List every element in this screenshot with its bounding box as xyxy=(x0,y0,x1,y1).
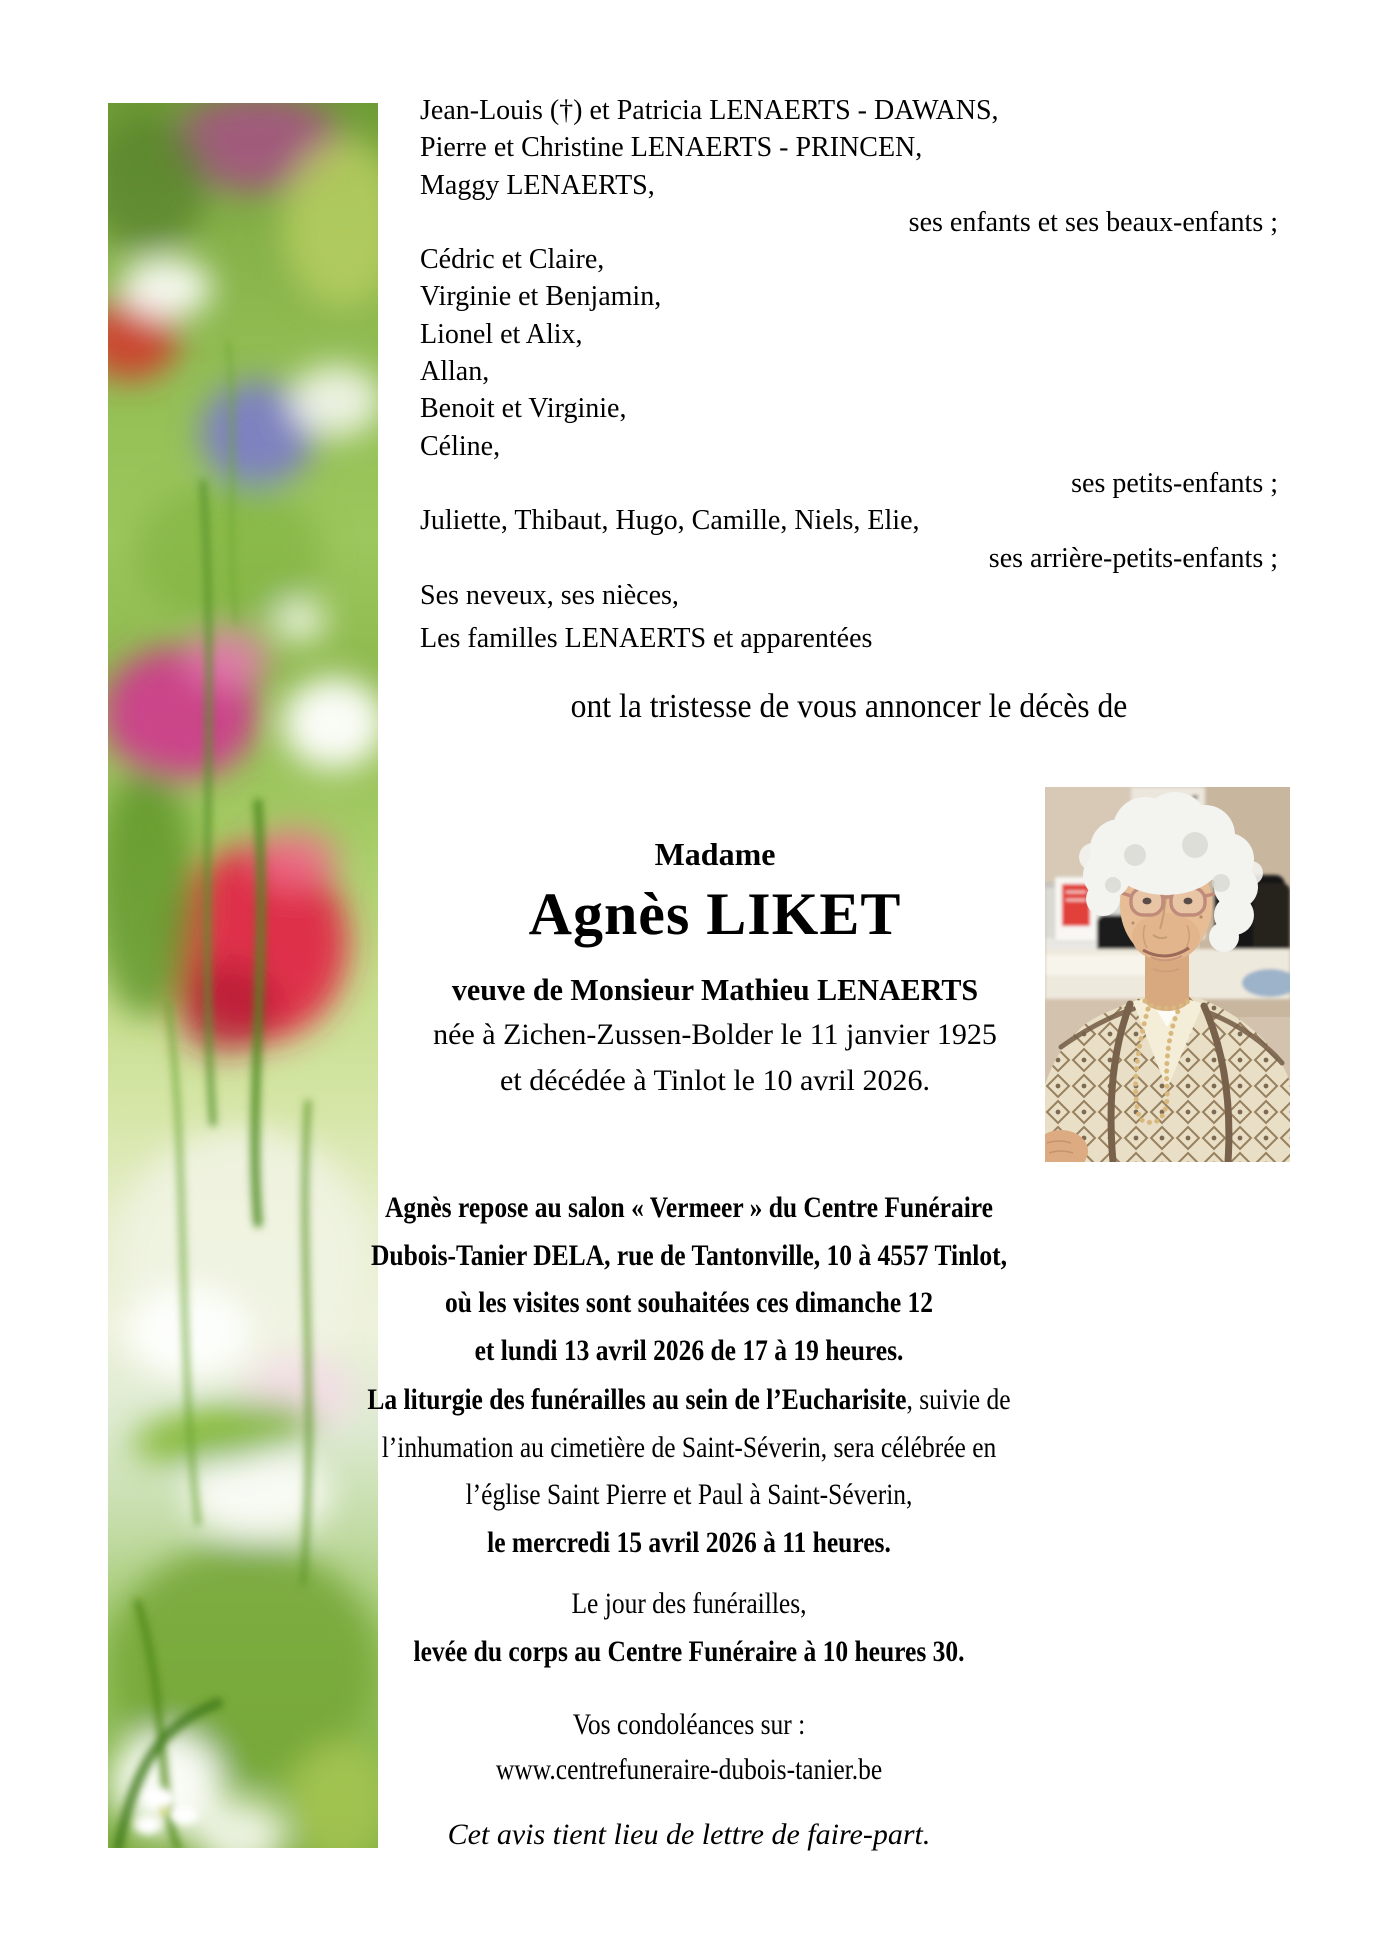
deceased-name: Agnès LIKET xyxy=(528,881,902,947)
liturgy-line-bold: La liturgie des funérailles au sein de l’Eucharisite xyxy=(367,1383,907,1416)
funeral-day-line: Le jour des funérailles, xyxy=(571,1587,807,1620)
mourner-line: Cédric et Claire, xyxy=(420,244,605,276)
mourners-list xyxy=(420,92,1278,614)
mourner-line: Céline, xyxy=(420,430,501,462)
deceased-title: Madame xyxy=(654,836,776,872)
funeral-day-paragraph xyxy=(103,1580,1274,1675)
visitation-line: où les visites sont souhaitées ces dimanche 12 xyxy=(444,1286,934,1319)
mourner-line: Virginie et Benjamin, xyxy=(420,281,662,313)
liturgy-line xyxy=(103,1376,1274,1424)
relation-children-label: ses enfants et ses beaux-enfants ; xyxy=(908,206,1278,238)
mourner-line: Jean-Louis (†) et Patricia LENAERTS - DAWANS, xyxy=(420,95,999,126)
portrait-photo xyxy=(1045,787,1290,1162)
visitation-line: Dubois-Tanier DELA, rue de Tantonville, 10 à 4557 Tinlot, xyxy=(370,1238,1007,1272)
visitation-line: et lundi 13 avril 2026 de 17 à 19 heures. xyxy=(474,1333,904,1367)
mourner-line: Juliette, Thibaut, Hugo, Camille, Niels, Elie, xyxy=(420,505,920,537)
relation-great-grandchildren-label: ses arrière-petits-enfants ; xyxy=(988,542,1278,574)
condolences-block xyxy=(103,1702,1274,1792)
deceased-death-line: et décédée à Tinlot le 10 avril 2026. xyxy=(500,1064,930,1097)
footer-notice: Cet avis tient lieu de lettre de faire-part. xyxy=(447,1818,931,1851)
mourner-line: Lionel et Alix, xyxy=(420,318,583,350)
liturgy-line-regular: , suivie de xyxy=(906,1383,1011,1416)
deceased-birth-line: née à Zichen-Zussen-Bolder le 11 janvier 1925 xyxy=(433,1018,997,1051)
liturgy-line: l’inhumation au cimetière de Saint-Séverin, sera célébrée en xyxy=(381,1430,997,1464)
mourner-line: Pierre et Christine LENAERTS - PRINCEN, xyxy=(420,132,923,164)
liturgy-paragraph xyxy=(103,1376,1274,1566)
mourner-line-nephews: Ses neveux, ses nièces, xyxy=(420,579,679,611)
announcement-line: ont la tristesse de vous annoncer le décès de xyxy=(570,688,1128,725)
condolences-label: Vos condoléances sur : xyxy=(572,1708,806,1741)
deceased-widow-line: veuve de Monsieur Mathieu LENAERTS xyxy=(451,972,979,1007)
mourner-line: Benoit et Virginie, xyxy=(420,393,627,425)
funeral-day-bold-line: levée du corps au Centre Funéraire à 10 heures 30. xyxy=(413,1634,965,1668)
liturgy-line: l’église Saint Pierre et Paul à Saint-Séverin, xyxy=(465,1478,913,1511)
visitation-paragraph xyxy=(103,1184,1274,1374)
mourner-line: Maggy LENAERTS, xyxy=(420,169,655,201)
families-line: Les familles LENAERTS et apparentées xyxy=(420,623,873,654)
relation-grandchildren-label: ses petits-enfants ; xyxy=(1071,467,1278,499)
condolences-website: www.centrefuneraire-dubois-tanier.be xyxy=(495,1753,883,1786)
liturgy-date-line: le mercredi 15 avril 2026 à 11 heures. xyxy=(487,1525,891,1559)
mourner-line: Allan, xyxy=(420,356,490,388)
visitation-line: Agnès repose au salon « Vermeer » du Centre Funéraire xyxy=(385,1191,993,1224)
